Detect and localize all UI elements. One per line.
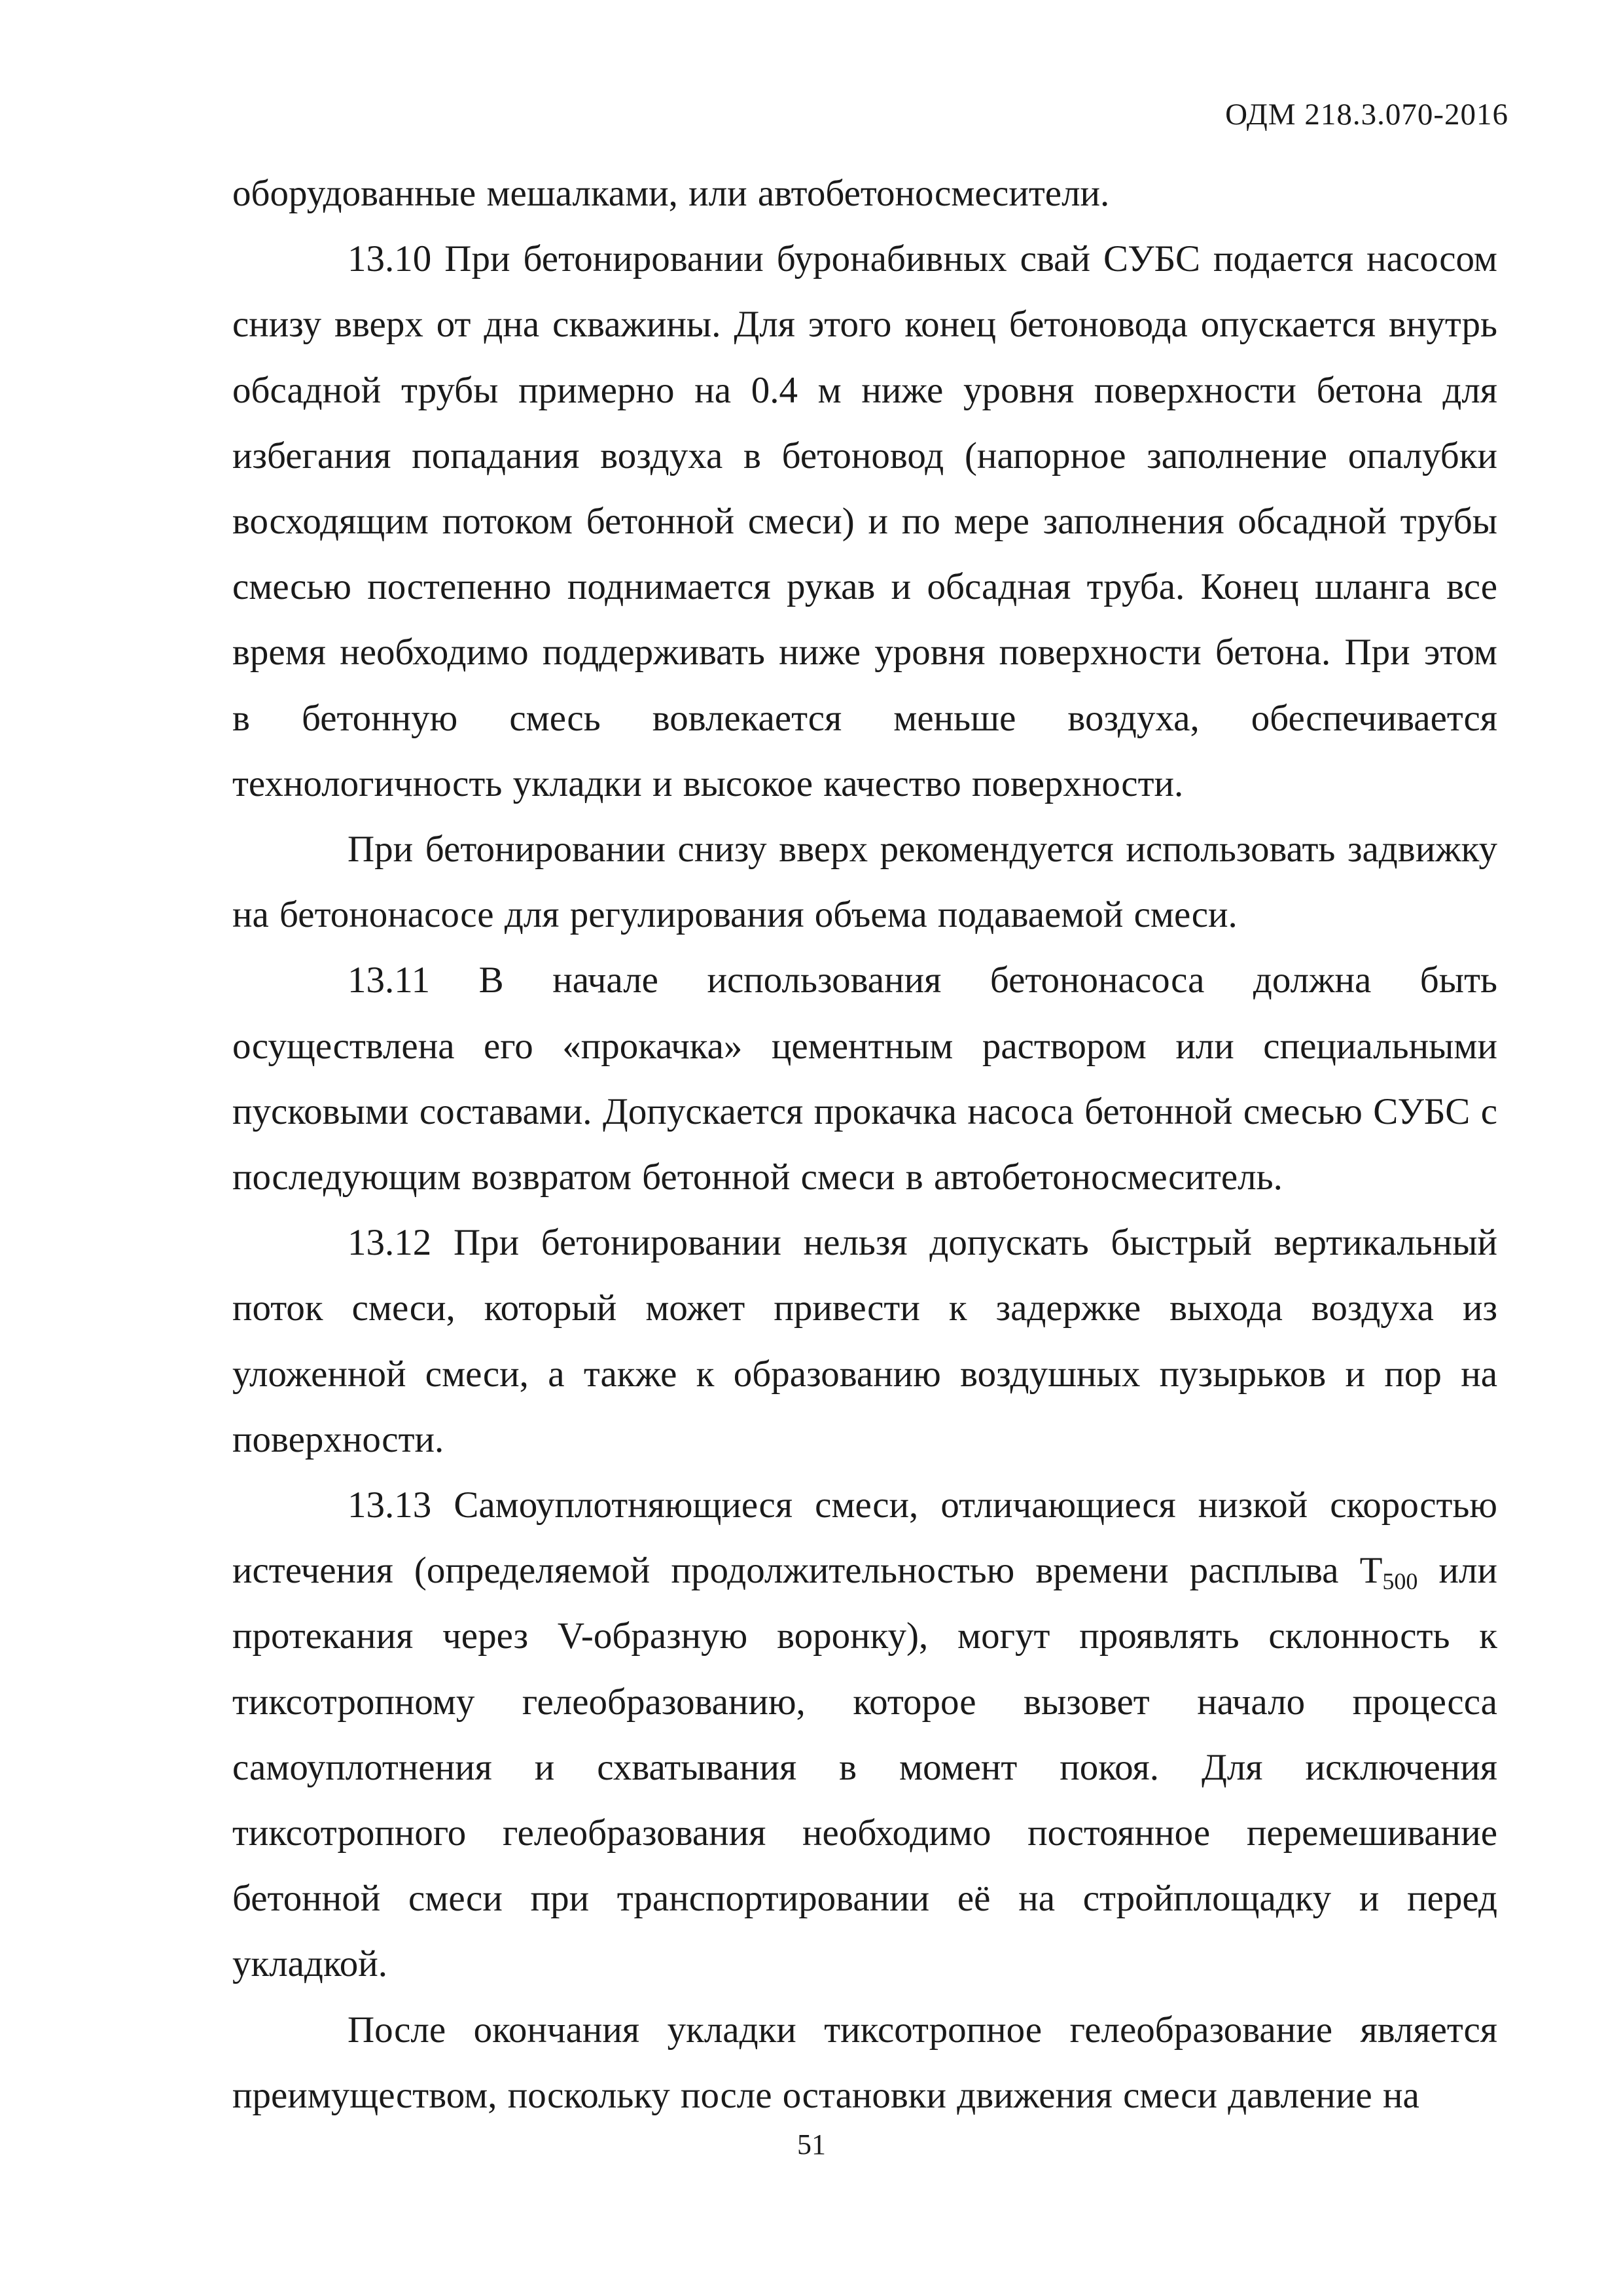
paragraph-13-10: 13.10 При бетонировании буронабивных свай СУБС подается насосом снизу вверх от дна скважины. Для этого конец бетоновода опускается внутрь обсадной трубы примерно на 0.4 м ниже уровня поверхности бетона для избегания попадания воздуха в бетоновод (напорное заполнение опалубки восходящим потоком бетонной смеси) и по мере заполнения обсадной трубы смесью постепенно поднимается рукав и обсадная труба. Конец шланга все время необходимо поддерживать ниже уровня поверхности бетона. При этом в бетонную смесь вовлекается меньше воздуха, обеспечивается технологичность укладки и высокое качество поверхности.: [232, 238, 1497, 804]
document-code-header: ОДМ 218.3.070-2016: [1225, 98, 1508, 132]
paragraph-continuation: оборудованные мешалками, или автобетоносмесители.: [232, 173, 1110, 214]
t500-subscript: 500: [1382, 1568, 1418, 1595]
paragraph-13-13: [232, 1473, 1497, 1998]
paragraph-13-11: 13.11 В начале использования бетононасоса должна быть осуществлена его «прокачка» цементным раствором или специальными пусковыми составами. Допускается прокачка насоса бетонной смесью СУБС с последующим возвратом бетонной смеси в автобетоносмеситель.: [232, 960, 1497, 1198]
paragraph-bottom-up-concreting: При бетонировании снизу вверх рекомендуется использовать задвижку на бетононасосе для регулирования объема подаваемой смеси.: [232, 829, 1497, 936]
paragraph-13-13-part-1: 13.13 Самоуплотняющиеся смеси, отличающиеся низкой скоростью истечения (определяемой продолжительностью времени расплыва T: [232, 1484, 1497, 1592]
paragraph-thixotropic-advantage: После окончания укладки тиксотропное гелеобразование является преимуществом, поскольку после остановки движения смеси давление на: [232, 2009, 1497, 2116]
page-number: 51: [797, 2128, 826, 2161]
paragraph-13-13-part-2: или протекания через V-образную воронку), могут проявлять склонность к тиксотропному гелеобразованию, которое вызовет начало процесса самоуплотнения и схватывания в момент покоя. Для исключения тиксотропного гелеобразования необходимо постоянное перемешивание бетонной смеси при транспортировании её на стройплощадку и перед укладкой.: [232, 1550, 1498, 1985]
paragraph-13-12: 13.12 При бетонировании нельзя допускать быстрый вертикальный поток смеси, который может привести к задержке выхода воздуха из уложенной смеси, а также к образованию воздушных пузырьков и пор на поверхности.: [232, 1222, 1497, 1460]
page-body: [232, 161, 1497, 2128]
